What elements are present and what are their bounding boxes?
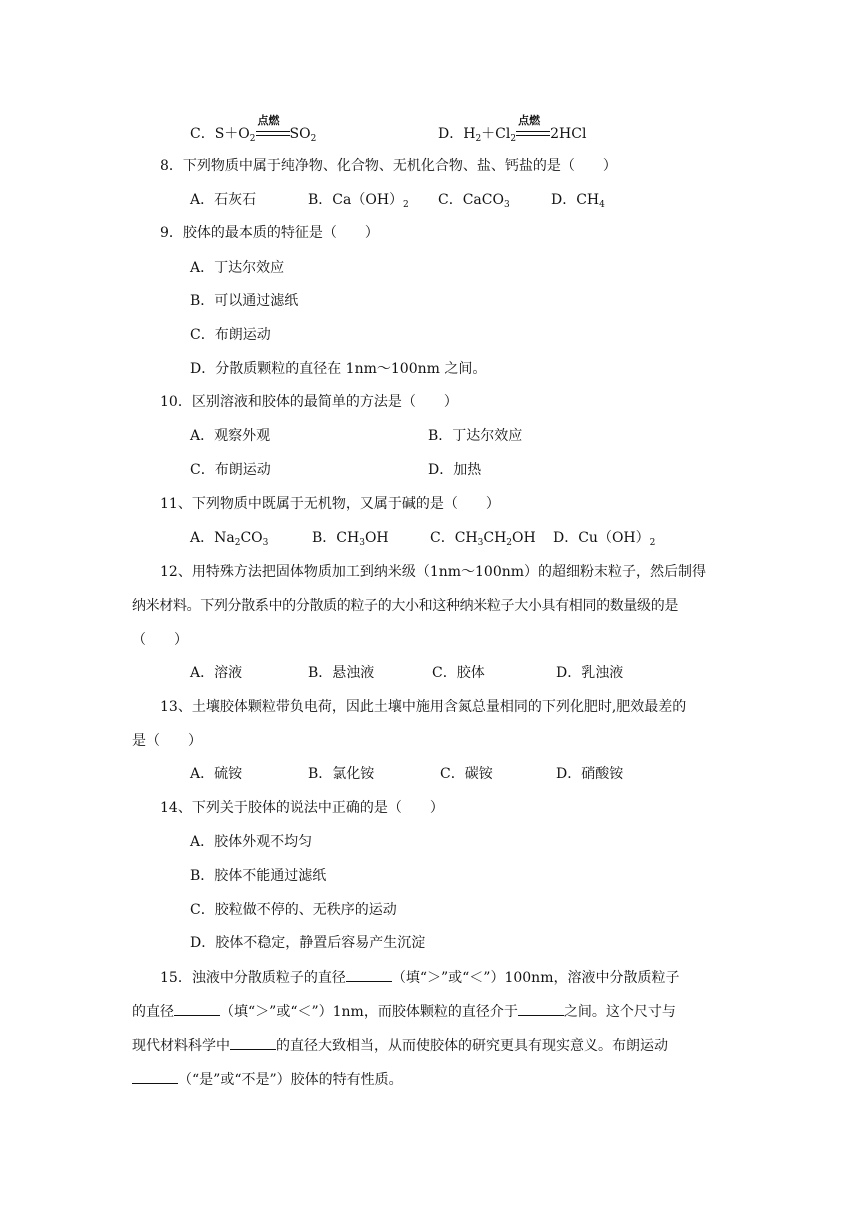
q13-option-c: C．碳铵 xyxy=(440,766,493,782)
q10-option-d: D．加热 xyxy=(428,462,482,478)
q15-line3: 现代材料科学中 的直径大致相当，从而使胶体的研究更具有现实意义。布朗运动 xyxy=(132,1035,668,1056)
reaction-arrow: 点燃 xyxy=(516,124,550,144)
q11-option-b: B．$CH_3OH$ xyxy=(312,530,389,548)
q14-stem: 14、下列关于胶体的说法中正确的是（ ） xyxy=(160,800,444,816)
answer-blank[interactable] xyxy=(230,1035,276,1050)
q12-option-a: A．溶液 xyxy=(190,665,243,681)
q12-stem-line3: （ ） xyxy=(132,632,188,648)
q10-option-a: A．观察外观 xyxy=(190,428,271,444)
q15-line2: 的直径 （填“＞”或“＜”）1nm，而胶体颗粒的直径介于 之间。这个尺寸与 xyxy=(132,1001,676,1022)
q13-option-a: A．硫铵 xyxy=(190,766,243,782)
q11-option-d: D．$Cu(OH)_2$ xyxy=(553,530,656,548)
q11-option-a: A．$Na_2CO_3$ xyxy=(190,530,269,548)
q14-option-a: A．胶体外观不均匀 xyxy=(190,834,313,850)
q9-option-a: A．丁达尔效应 xyxy=(190,260,285,276)
q13-stem-line2: 是（ ） xyxy=(132,733,202,749)
reaction-arrow: 点燃 xyxy=(256,124,290,144)
answer-blank[interactable] xyxy=(132,1069,178,1084)
q9-stem: 9．胶体的最本质的特征是（ ） xyxy=(160,225,379,241)
q7-option-c: C．$S+O_2$ 点燃 $SO_2$ xyxy=(190,114,317,144)
answer-blank[interactable] xyxy=(518,1001,564,1016)
q9-option-c: C．布朗运动 xyxy=(190,327,271,343)
q15-line1: 15．浊液中分散质粒子的直径 （填“＞”或“＜”）100nm，溶液中分散质粒子 xyxy=(160,967,679,988)
q12-option-b: B．悬浊液 xyxy=(308,665,375,681)
q13-option-b: B．氯化铵 xyxy=(308,766,375,782)
q13-stem-line1: 13、土壤胶体颗粒带负电荷，因此土壤中施用含氮总量相同的下列化肥时,肥效最差的 xyxy=(160,699,687,715)
q8-stem: 8．下列物质中属于纯净物、化合物、无机化合物、盐、钙盐的是（ ） xyxy=(160,158,617,174)
q8-option-c: C．CaCO$_3$ xyxy=(438,192,510,210)
q8-option-b: B．$Ca(OH)_2$ xyxy=(308,192,409,210)
q12-stem-line2: 纳米材料。下列分散系中的分散质的粒子的大小和这种纳米粒子大小具有相同的数量级的是 xyxy=(132,598,678,614)
answer-blank[interactable] xyxy=(346,967,392,982)
q15-line4: （“是”或“不是”）胶体的特有性质。 xyxy=(132,1069,403,1090)
q11-option-c: C．$CH_3CH_2OH$ xyxy=(430,530,536,548)
q9-option-b: B．可以通过滤纸 xyxy=(190,293,299,309)
q14-option-b: B．胶体不能通过滤纸 xyxy=(190,868,327,884)
q8-option-d: D．$CH_4$ xyxy=(551,192,605,210)
q11-stem: 11、下列物质中既属于无机物，又属于碱的是（ ） xyxy=(160,496,500,512)
q10-stem: 10．区别溶液和胶体的最简单的方法是（ ） xyxy=(160,394,458,410)
q9-option-d: D．分散质颗粒的直径在 1nm～100nm 之间。 xyxy=(190,361,487,377)
q7-option-d: D．$H_2+Cl_2$ 点燃 2HCl xyxy=(438,114,587,144)
q12-stem-line1: 12、用特殊方法把固体物质加工到纳米级（1nm～100nm）的超细粉末粒子，然后制得 xyxy=(160,564,707,580)
answer-blank[interactable] xyxy=(174,1001,220,1016)
q12-option-c: C．胶体 xyxy=(432,665,485,681)
q8-option-a: A．石灰石 xyxy=(190,192,257,208)
q14-option-c: C．胶粒做不停的、无秩序的运动 xyxy=(190,902,397,918)
q12-option-d: D．乳浊液 xyxy=(556,665,624,681)
q13-option-d: D．硝酸铵 xyxy=(556,766,624,782)
q10-option-b: B．丁达尔效应 xyxy=(428,428,523,444)
q14-option-d: D．胶体不稳定，静置后容易产生沉淀 xyxy=(190,935,426,951)
q10-option-c: C．布朗运动 xyxy=(190,462,271,478)
